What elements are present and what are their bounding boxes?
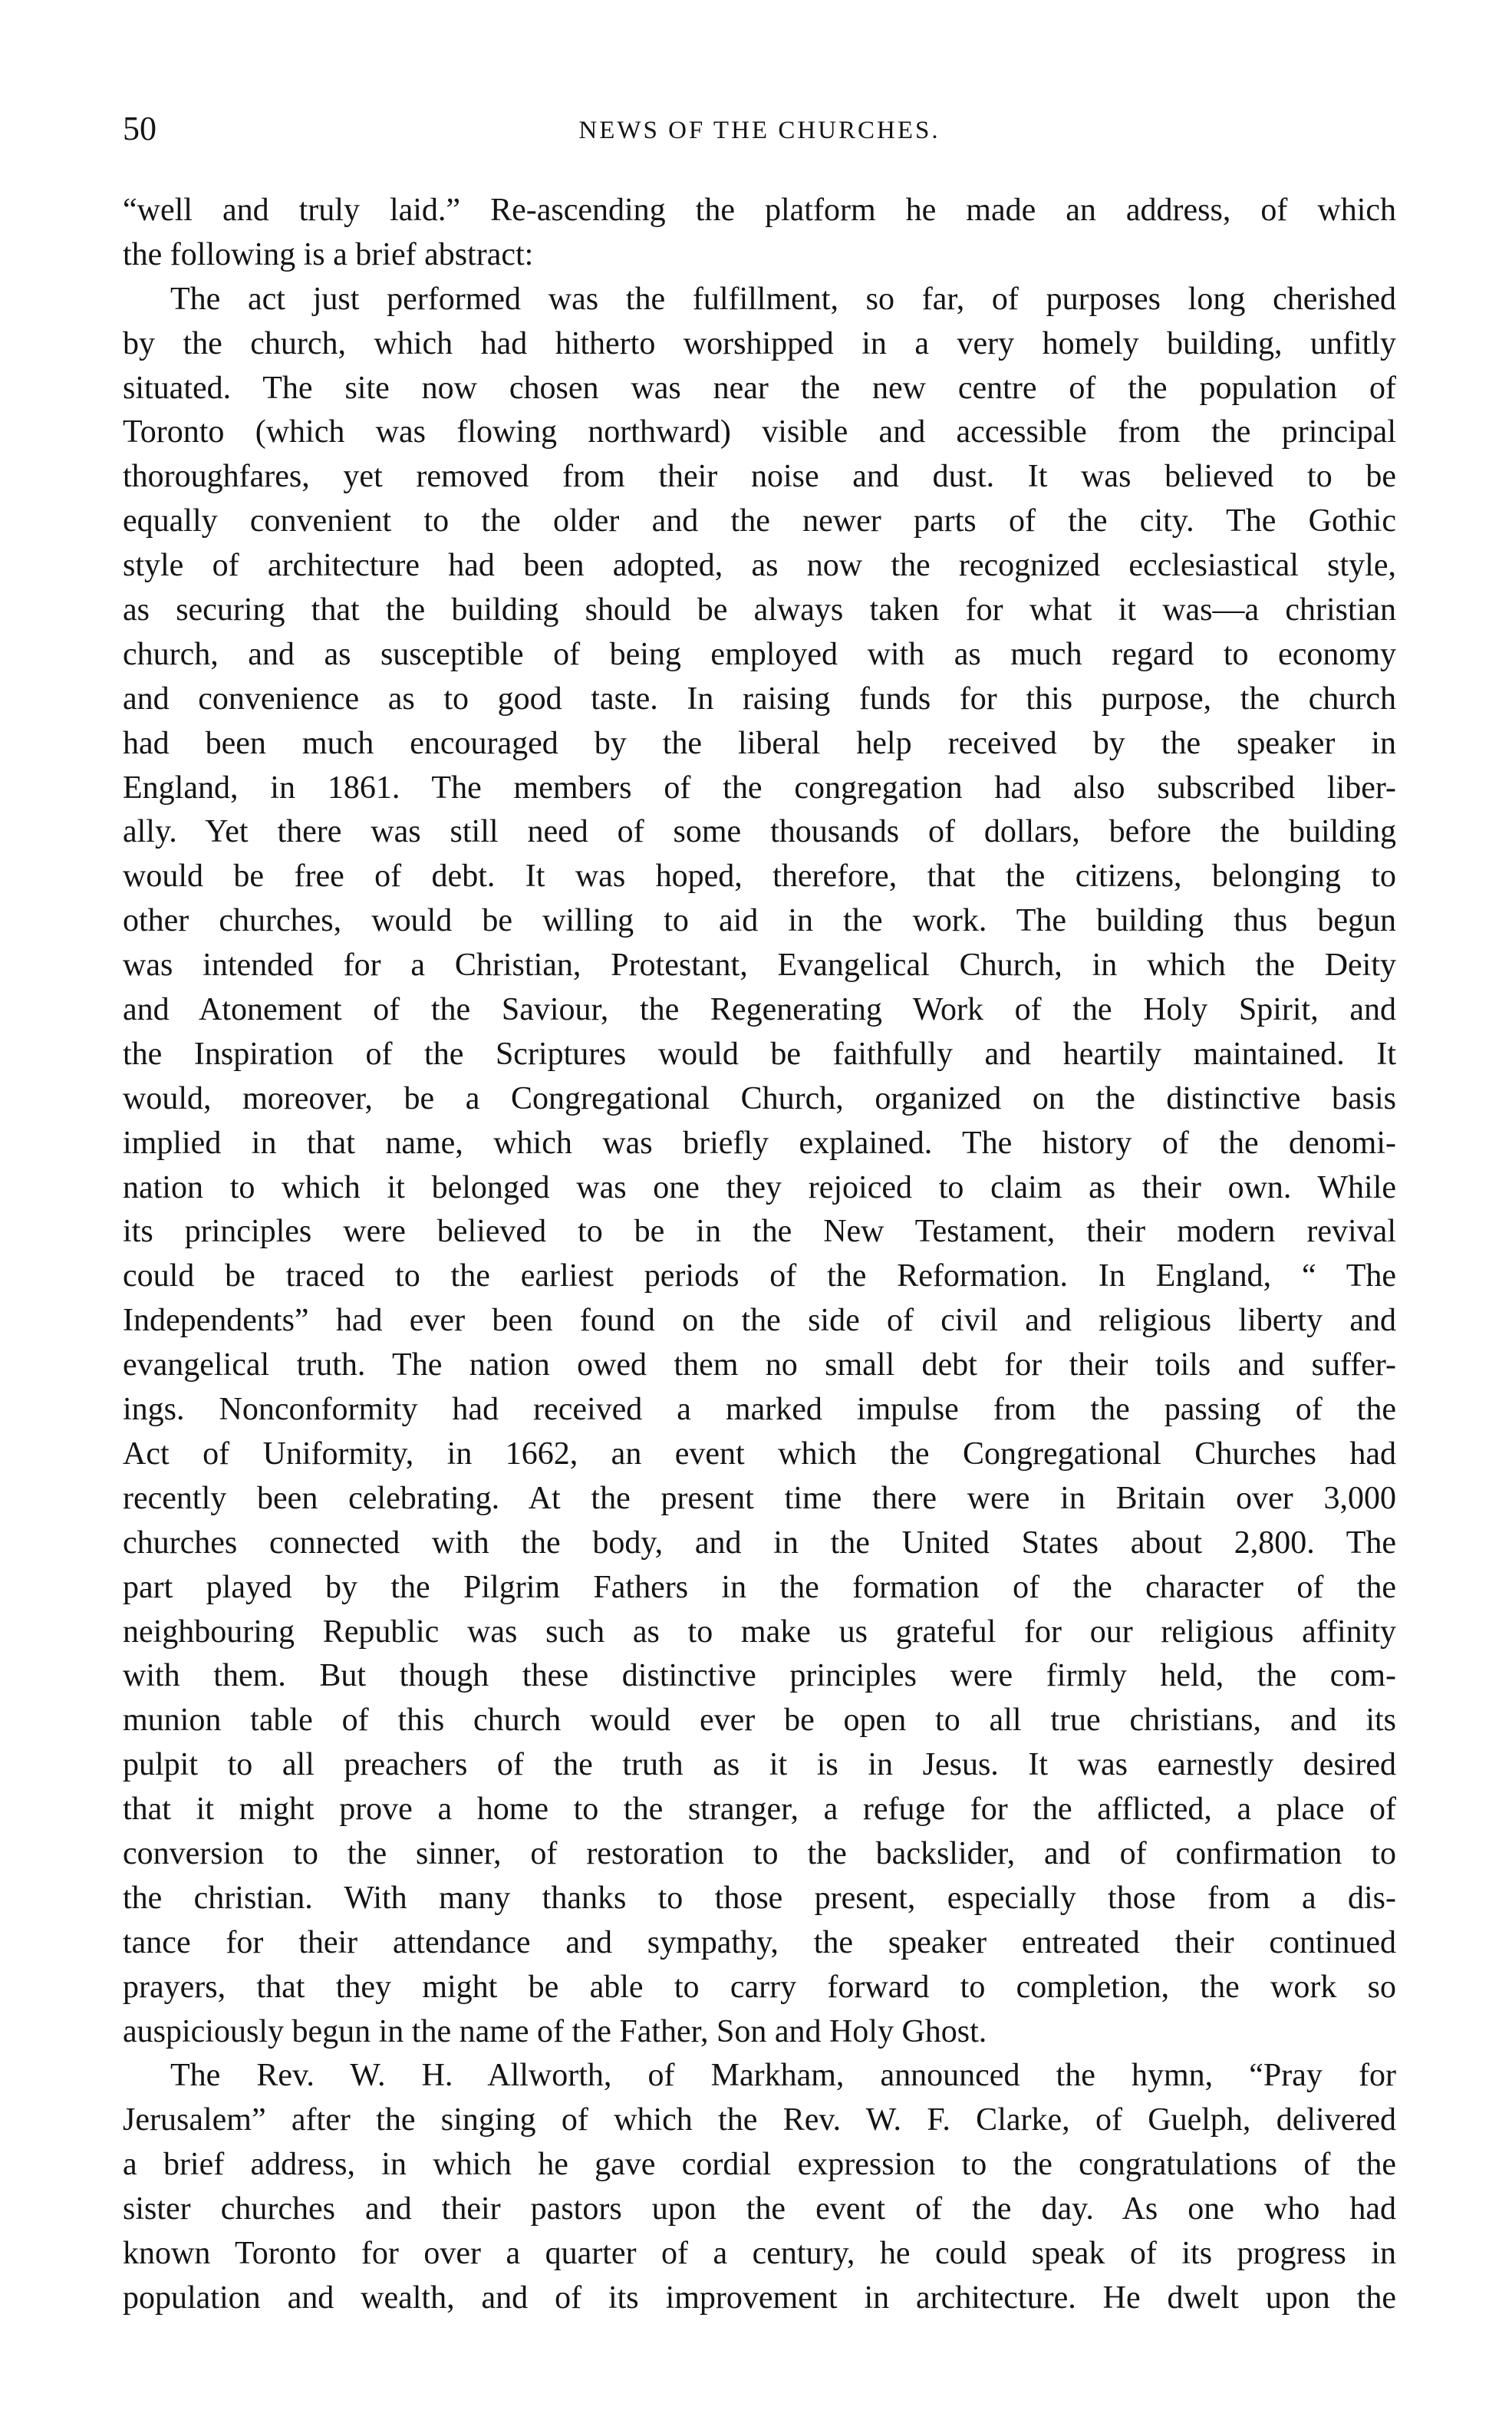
text-line: the Inspiration of the Scriptures would be faithfully and heartily maintained. It — [123, 1036, 1396, 1072]
text-line: ings. Nonconformity had received a marked impulse from the passing of the — [123, 1392, 1396, 1428]
text-line: part played by the Pilgrim Fathers in the formation of the character of the — [123, 1569, 1396, 1605]
text-line: would be free of debt. It was hoped, therefore, that the citizens, belonging to — [123, 859, 1396, 895]
text-line: evangelical truth. The nation owed them no small debt for their toils and suffer- — [123, 1347, 1396, 1383]
text-line: the christian. With many thanks to those present, especially those from a dis- — [123, 1880, 1396, 1916]
text-line: sister churches and their pastors upon the event of the day. As one who had — [123, 2191, 1396, 2227]
text-line: The Rev. W. H. Allworth, of Markham, announced the hymn, “Pray for — [170, 2058, 1396, 2094]
body-paragraph — [123, 2054, 1396, 2320]
running-title: NEWS OF THE CHURCHES. — [578, 117, 940, 144]
text-line: could be traced to the earliest periods of the Reformation. In England, “ The — [123, 1258, 1396, 1294]
text-line: that it might prove a home to the stranger, a refuge for the afflicted, a place of — [123, 1792, 1396, 1828]
body-text — [123, 189, 1396, 2321]
text-line: other churches, would be willing to aid in the work. The building thus begun — [123, 903, 1396, 939]
text-line: was intended for a Christian, Protestant, Evangelical Church, in which the Deity — [123, 948, 1396, 984]
body-paragraph — [123, 278, 1396, 2055]
text-line: as securing that the building should be always taken for what it was—a christian — [123, 592, 1396, 628]
text-line: England, in 1861. The members of the congregation had also subscribed liber- — [123, 770, 1396, 806]
text-line: had been much encouraged by the liberal help received by the speaker in — [123, 725, 1396, 761]
text-line: The act just performed was the fulfillment, so far, of purposes long cherished — [170, 281, 1396, 317]
text-line: style of architecture had been adopted, as now the recognized ecclesiastical style, — [123, 548, 1396, 584]
body-paragraph — [123, 189, 1396, 278]
text-line: population and wealth, and of its improvement in architecture. He dwelt upon the — [123, 2280, 1396, 2316]
text-line: Jerusalem” after the singing of which the Rev. W. F. Clarke, of Guelph, delivered — [123, 2102, 1396, 2138]
text-line: Toronto (which was flowing northward) visible and accessible from the principal — [123, 414, 1396, 450]
text-line: nation to which it belonged was one they rejoiced to claim as their own. While — [123, 1169, 1396, 1205]
text-line: tance for their attendance and sympathy, the speaker entreated their continued — [123, 1924, 1396, 1960]
text-line: church, and as susceptible of being employed with as much regard to economy — [123, 636, 1396, 672]
text-line: and Atonement of the Saviour, the Regenerating Work of the Holy Spirit, and — [123, 992, 1396, 1028]
text-line: churches connected with the body, and in the United States about 2,800. The — [123, 1525, 1396, 1561]
text-line: recently been celebrating. At the present time there were in Britain over 3,000 — [123, 1480, 1396, 1516]
text-line: pulpit to all preachers of the truth as it is in Jesus. It was earnestly desired — [123, 1747, 1396, 1783]
text-line: neighbouring Republic was such as to make us grateful for our religious affinity — [123, 1614, 1396, 1650]
text-line: equally convenient to the older and the newer parts of the city. The Gothic — [123, 503, 1396, 539]
text-line: thoroughfares, yet removed from their noise and dust. It was believed to be — [123, 459, 1396, 495]
page-number: 50 — [123, 110, 156, 147]
text-line: prayers, that they might be able to carry forward to completion, the work so — [123, 1969, 1396, 2005]
running-head — [123, 106, 1396, 152]
text-line: “well and truly laid.” Re-ascending the platform he made an address, of which — [123, 193, 1396, 228]
text-line: the following is a brief abstract: — [123, 236, 534, 272]
text-line: by the church, which had hitherto worshipped in a very homely building, unfitly — [123, 325, 1396, 361]
text-line: situated. The site now chosen was near the new centre of the population of — [123, 370, 1396, 406]
text-line: ally. Yet there was still need of some thousands of dollars, before the building — [123, 814, 1396, 850]
text-line: and convenience as to good taste. In raising funds for this purpose, the church — [123, 681, 1396, 717]
text-line: would, moreover, be a Congregational Church, organized on the distinctive basis — [123, 1080, 1396, 1116]
text-line: with them. But though these distinctive principles were firmly held, the com- — [123, 1658, 1396, 1694]
text-line: munion table of this church would ever be open to all true christians, and its — [123, 1703, 1396, 1739]
text-line: known Toronto for over a quarter of a century, he could speak of its progress in — [123, 2235, 1396, 2271]
text-line: a brief address, in which he gave cordial expression to the congratulations of the — [123, 2147, 1396, 2183]
text-line: its principles were believed to be in the New Testament, their modern revival — [123, 1214, 1396, 1250]
text-line: Act of Uniformity, in 1662, an event which the Congregational Churches had — [123, 1436, 1396, 1472]
text-line: conversion to the sinner, of restoration to the backslider, and of confirmation to — [123, 1835, 1396, 1871]
text-line: implied in that name, which was briefly explained. The history of the denomi- — [123, 1125, 1396, 1161]
text-line: auspiciously begun in the name of the Father, Son and Holy Ghost. — [123, 2013, 987, 2049]
text-line: Independents” had ever been found on the side of civil and religious liberty and — [123, 1303, 1396, 1339]
